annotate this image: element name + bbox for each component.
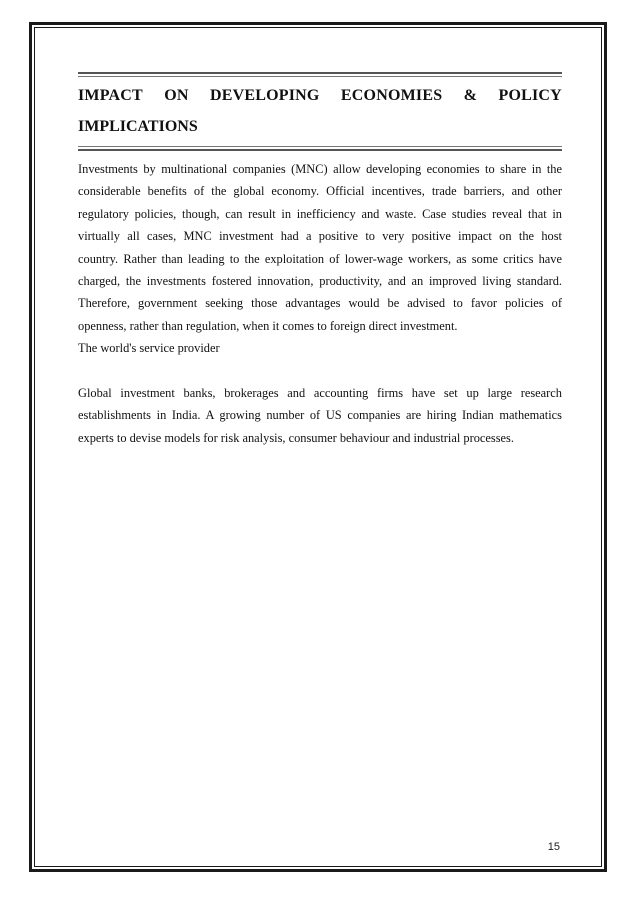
subheading-service-provider: The world's service provider bbox=[78, 341, 220, 356]
heading-top-rule-thick bbox=[78, 72, 562, 74]
paragraph-line: regulatory policies, though, can result in inefficiency and waste. Case studies reveal that in bbox=[78, 206, 562, 221]
paragraph-line: Global investment banks, brokerages and accounting firms have set up large research bbox=[78, 385, 562, 400]
paragraph-line: Investments by multinational companies (MNC) allow developing economies to share in the bbox=[78, 162, 562, 176]
body-text bbox=[78, 158, 562, 449]
paragraph-line: experts to devise models for risk analysis, consumer behaviour and industrial processes. bbox=[78, 430, 514, 445]
heading-line-2: IMPLICATIONS bbox=[78, 118, 198, 135]
page-number: 15 bbox=[547, 841, 560, 853]
paragraph-line: establishments in India. A growing number of US companies are hiring Indian mathematics bbox=[78, 408, 562, 423]
heading-bottom-rule-thick bbox=[78, 149, 562, 151]
heading-bottom-rule-thin bbox=[78, 146, 562, 147]
heading-word: ECONOMIES bbox=[340, 87, 443, 104]
paragraph-line: Therefore, government seeking those advantages would be advised to favor policies of bbox=[78, 296, 562, 311]
heading-top-rule-thin bbox=[78, 76, 562, 77]
paragraph-line: considerable benefits of the global economy. Official incentives, trade barriers, and other bbox=[78, 184, 562, 199]
paragraph-spacer bbox=[78, 360, 562, 382]
paragraph-line: openness, rather than regulation, when it comes to foreign direct investment. bbox=[78, 318, 458, 333]
heading-word: & bbox=[463, 87, 478, 104]
paragraph-line: country. Rather than leading to the exploitation of lower-wage workers, as some critics have bbox=[78, 251, 562, 266]
paragraph-line: virtually all cases, MNC investment had a positive to very positive impact on the host bbox=[78, 229, 562, 244]
heading-word: POLICY bbox=[498, 87, 562, 104]
heading-line-1 bbox=[78, 87, 562, 105]
heading-word: IMPACT bbox=[78, 87, 143, 104]
heading-word: DEVELOPING bbox=[210, 87, 320, 104]
paragraph-mnc-investment bbox=[78, 158, 562, 337]
paragraph-line: charged, the investments fostered innovation, productivity, and an improved living standard. bbox=[78, 273, 562, 288]
paragraph-global-investment bbox=[78, 382, 562, 449]
section-heading bbox=[78, 72, 562, 151]
heading-word: ON bbox=[164, 87, 189, 104]
